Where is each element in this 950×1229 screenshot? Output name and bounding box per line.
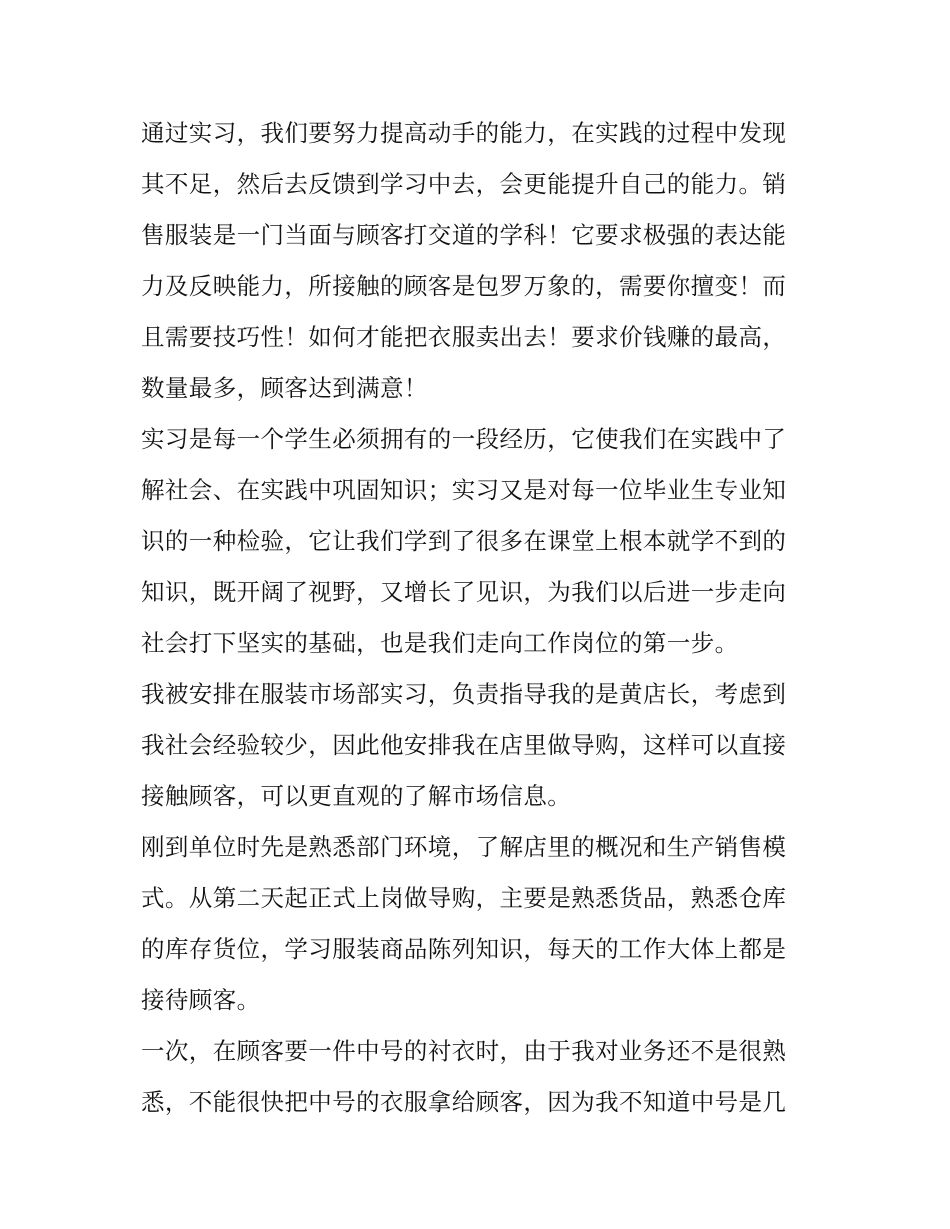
text-line: 一次，在顾客要一件中号的衬衣时，由于我对业务还不是很熟 xyxy=(141,1037,787,1065)
text-line: 售服装是一门当面与顾客打交道的学科！它要求极强的表达能 xyxy=(141,221,787,249)
text-line: 其不足，然后去反馈到学习中去，会更能提升自己的能力。销 xyxy=(141,170,787,198)
document-body xyxy=(141,108,811,1128)
text-line: 通过实习，我们要努力提高动手的能力，在实践的过程中发现 xyxy=(141,119,787,147)
text-line: 实习是每一个学生必须拥有的一段经历，它使我们在实践中了 xyxy=(141,425,787,453)
text-line: 的库存货位，学习服装商品陈列知识，每天的工作大体上都是 xyxy=(141,935,787,963)
text-line: 知识，既开阔了视野，又增长了见识，为我们以后进一步走向 xyxy=(141,578,787,606)
text-line: 接触顾客，可以更直观的了解市场信息。 xyxy=(141,782,572,810)
text-line: 力及反映能力，所接触的顾客是包罗万象的，需要你擅变！而 xyxy=(141,272,787,300)
text-line: 我社会经验较少，因此他安排我在店里做导购，这样可以直接 xyxy=(141,731,787,759)
text-line: 识的一种检验，它让我们学到了很多在课堂上根本就学不到的 xyxy=(141,527,787,555)
text-line: 接待顾客。 xyxy=(141,986,261,1014)
text-line: 数量最多，顾客达到满意！ xyxy=(141,374,428,402)
text-line: 式。从第二天起正式上岗做导购，主要是熟悉货品，熟悉仓库 xyxy=(141,884,787,912)
text-line: 刚到单位时先是熟悉部门环境，了解店里的概况和生产销售模 xyxy=(141,833,787,861)
text-line: 我被安排在服装市场部实习，负责指导我的是黄店长，考虑到 xyxy=(141,680,787,708)
text-line: 社会打下坚实的基础，也是我们走向工作岗位的第一步。 xyxy=(141,629,739,657)
text-line: 悉，不能很快把中号的衣服拿给顾客，因为我不知道中号是几 xyxy=(141,1088,787,1116)
text-line: 解社会、在实践中巩固知识；实习又是对每一位毕业生专业知 xyxy=(141,476,787,504)
text-line: 且需要技巧性！如何才能把衣服卖出去！要求价钱赚的最高， xyxy=(141,323,787,351)
